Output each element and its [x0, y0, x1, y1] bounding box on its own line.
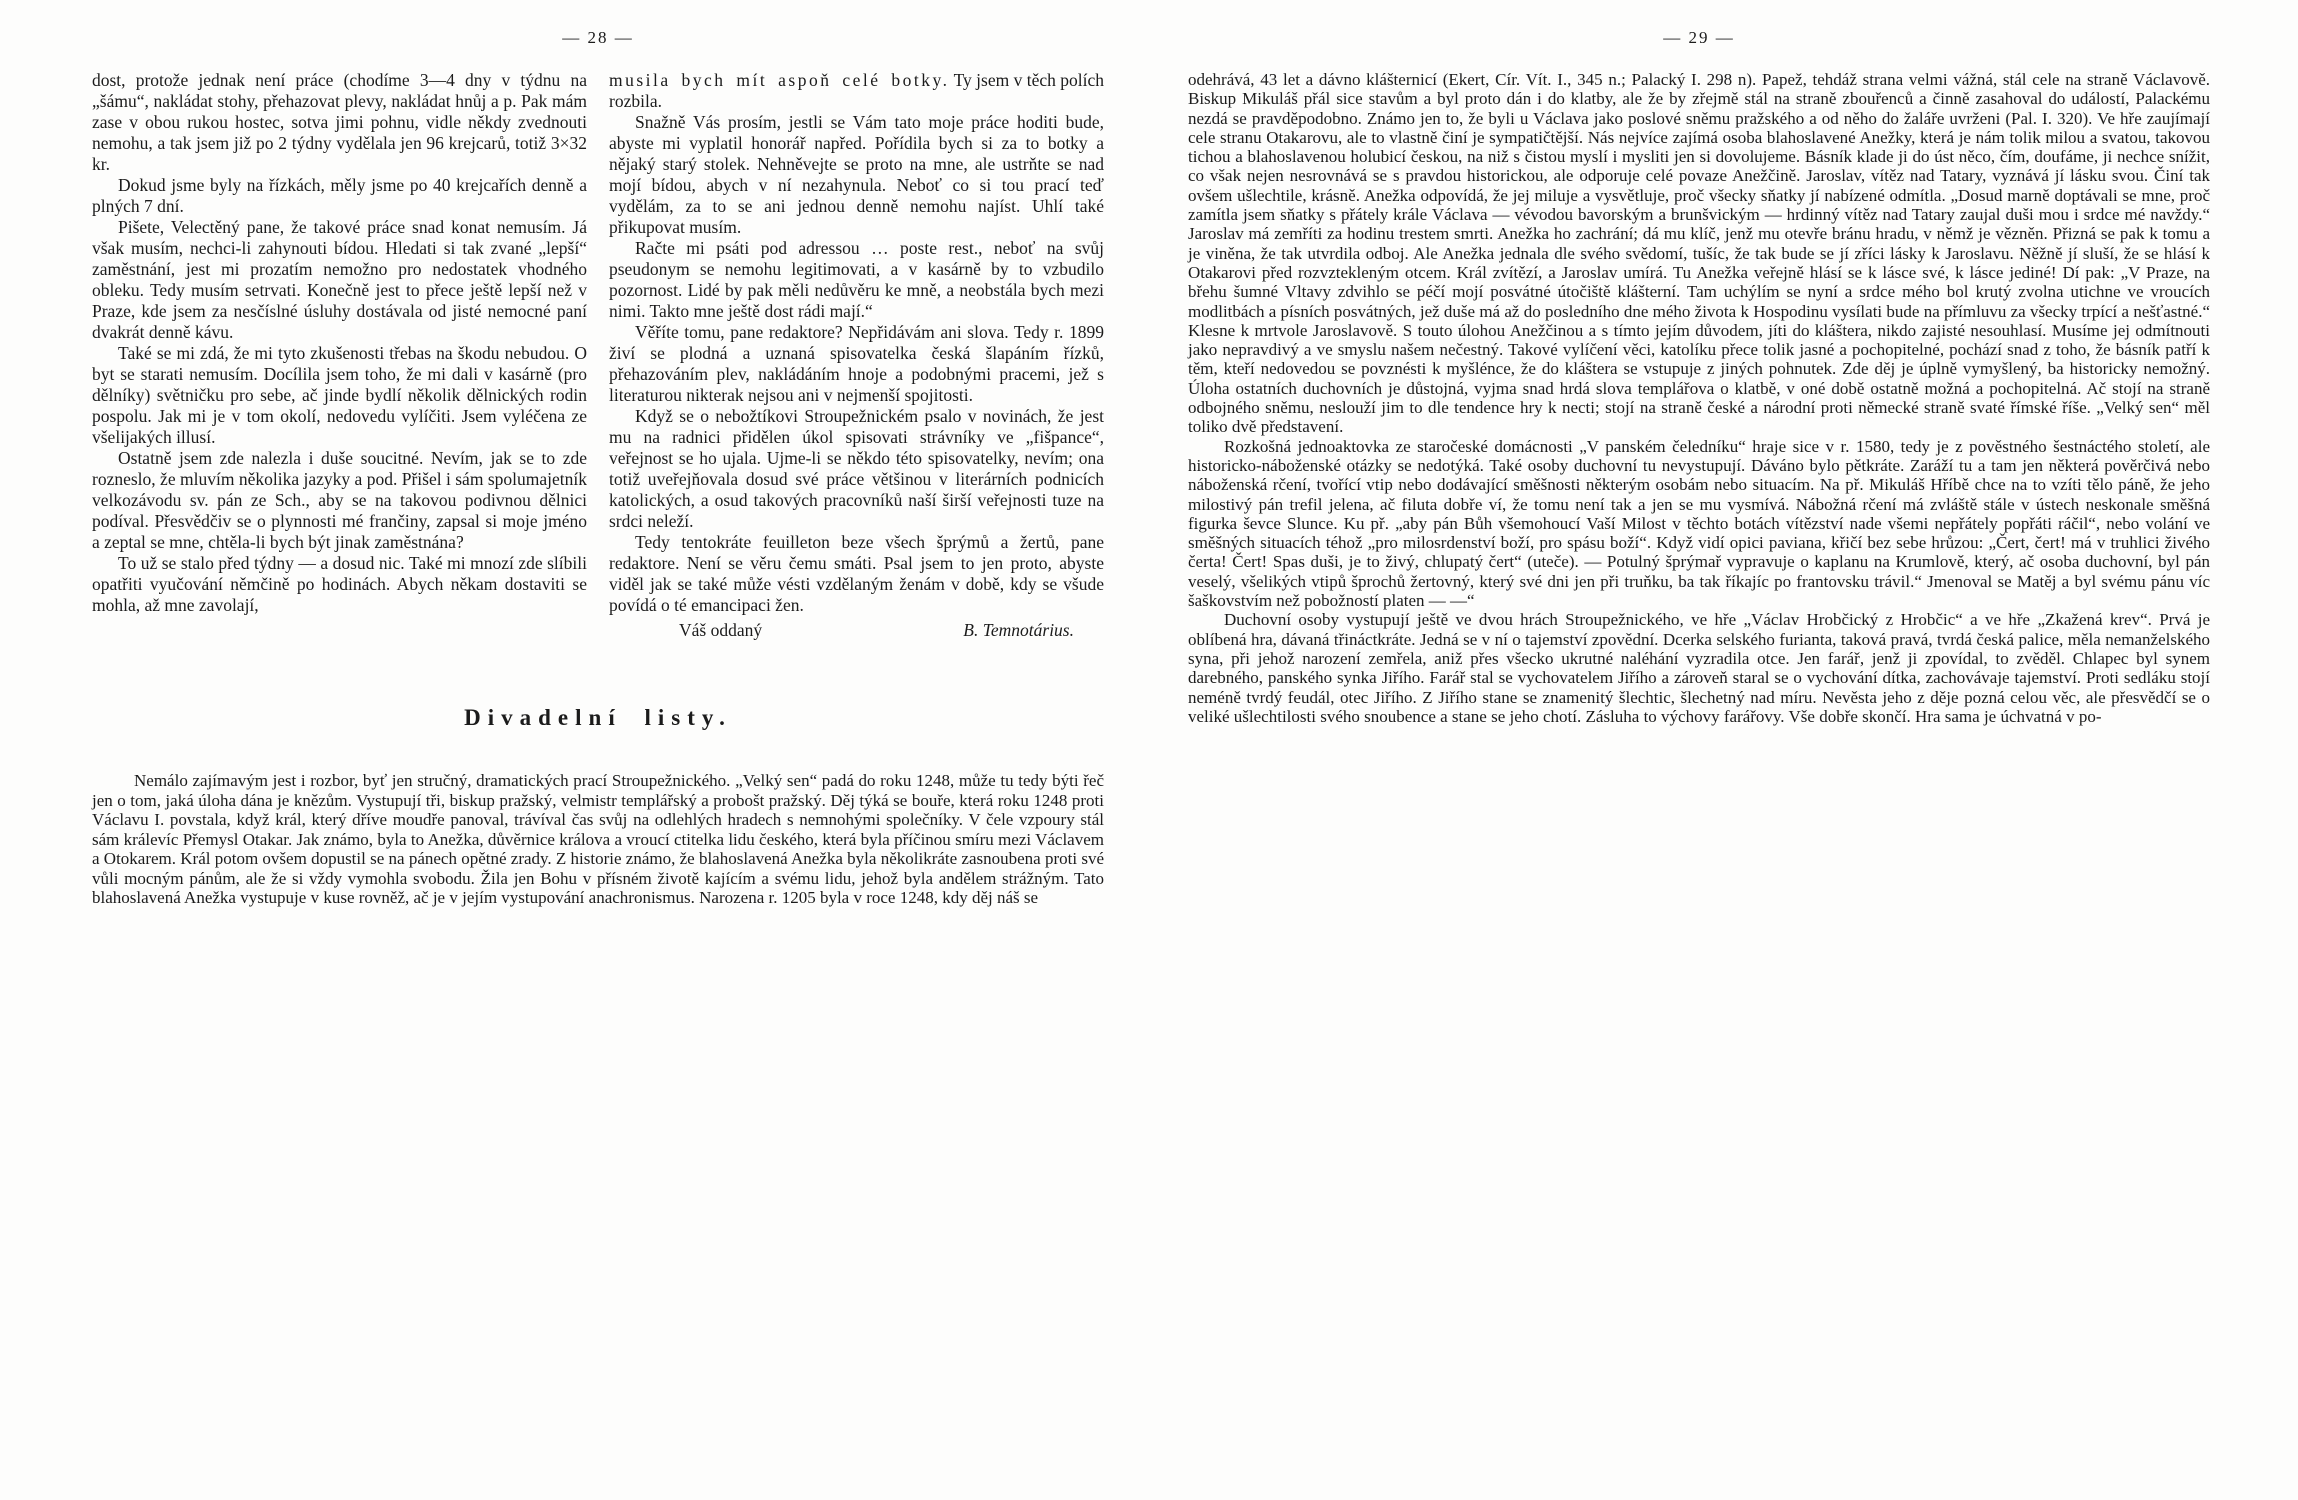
paragraph: Pišete, Velectěný pane, že takové práce snad konat nemusím. Já však musím, nechci-li zahynouti bídou. Hledati si tak zvané „lepší“ zaměstnání, jest mi prozatím nemožno pro nedostatek vhodného obleku. Tedy musím setrvati. Konečně jest to přece ještě lepší než v Praze, kde jsem za nesčíslné úsluhy dostávala od jisté nemocné paní dvakrát denně kávu.: [92, 217, 587, 342]
paragraph: Také se mi zdá, že mi tyto zkušenosti třebas na škodu nebudou. O byt se starati nemusím. Docílila jsem toho, že mi dali v kasárně (pro dělníky) světničku pro sebe, ač jinde bydlí několik dělnických rodin pospolu. Jak mi je v tom okolí, nedovedu vylíčiti. Jsem vyléčena ze všelijakých illusí.: [92, 343, 587, 447]
column-right: [609, 70, 1104, 641]
signature-closing: Váš oddaný: [679, 620, 763, 640]
paragraph: [609, 70, 1104, 112]
paragraph: Dokud jsme byly na řízkách, měly jsme po 40 krejcařích denně a plných 7 dní.: [92, 175, 587, 216]
section-heading: Divadelní listy.: [464, 705, 732, 730]
paragraph: Rozkošná jednoaktovka ze staročeské domácnosti „V panském čeledníku“ hraje sice v r. 1580, tedy je z pověstného šestnáctého století, ale historicko-náboženské otázky se nedotýká. Také osoby duchovní tu nevystupují. Dáváno bylo pětkráte. Zaráží tu a tam jen některá pověrčivá nebo náboženská rčení, tvořící vtip nebo dodávající směšnosti některým osobám nebo situacím. Na př. Mikuláš Hříbě chce na to vzíti tělo páně, že jeho milostivý pán trefil jelena, ač filuta dobře ví, že tomu není tak a jen se mu vysmívá. Nábožná rčení má zvláště stále v ústech neskonale směšná figurka ševce Slunce. Ku př. „aby pán Bůh všemohoucí Vaší Milost v těchto botách vítězství nade všemi nepřátely popřáti ráčil“, nebo volání ve směšných situacích téhož „pro milosrdenství boží, pro spásu boží“. Když vidí opici paviana, křičí bez sebe hrůzou: „Čert, čert! má v truhlici živého čerta! Čert! Spas duši, je to živý, chlupatý čert“ (uteče). — Potulný šprýmař vypravuje o kaplanu na Krumlově, který, ač osoba duchovní, byl pán veselý, všelikých vtipů šprochů žertovný, který své dni jen při truňku, ba tak říkajíc po frantovsku trávil.“ Jmenoval se Matěj a byl svému pánu víc šaškovstvím než pobožností platen — —“: [1188, 436, 2210, 611]
signature-name: B. Temnotárius.: [963, 620, 1074, 640]
paragraph: Ostatně jsem zde nalezla i duše soucitné. Nevím, jak se to zde rozneslo, že mluvím několika jazyky a pod. Přišel i sám spolumajetník velkozávodu sv. pán ze Sch., aby se na takovou podivnou dělnici podíval. Přesvědčiv se o plynnosti mé frančiny, zapsal si moje jméno a zeptal se mne, chtěla-li bych být jinak zaměstnána?: [92, 448, 587, 552]
letterspaced-text: musila bych mít aspoň celé botky.: [609, 70, 950, 90]
paragraph: odehrává, 43 let a dávno klášternicí (Ekert, Cír. Vít. I., 345 n.; Palacký I. 298 n). Papež, tehdáž strana velmi vážná, stál cele na straně Václavově. Biskup Mikuláš přál sice stavům a byl proto dán i do klatby, ale že by zřejmě stál na straně zbouřenců a činně zasahoval do událostí, Palackému nezdá se pravděpodobno. Známo jen to, že byli u Václava jako poslové sněmu pražského a od něho do žaláře uvrženi (Pal. I. 320). Ve hře zaujímají cele stranu Otakarovu, ale to vlastně činí je sympatičtější. Nás nejvíce zajímá osoba blahoslavené Anežky, která je nám tolik milou a svatou, takovou tichou a blahoslavenou holubicí českou, na niž s čistou myslí i mysliti jen si dovolujeme. Básník klade ji do úst něco, čím, doufáme, ji nechce snížit, co však nejen nesrovnává se s pravdou historickou, ale odporuje celé povaze Anežčině. Jaroslav, vítěz nad Tatary, vyznává jí lásku svou. Činí tak ovšem ušlechtile, krásně. Anežka odpovídá, že jej miluje a vysvětluje, proč všecky sňatky jí nabízené odmítla. „Dosud marně doptávali se mne, proč zamítla jsem sňatky s přátely krále Václava — vévodou bavorským a brunšvickým — hrdinný vítěz nad Tatary zaujal duši mou i srdce mé navždy.“ Jaroslav má zemříti za hodinu trestem smrti. Anežka ho zachrání; dá mu klíč, jenž mu otevře bránu hradu, v němž je vězněn. Přizná se pak k tomu a je viněna, že tak utvrdila odboj. Ale Anežka jednala dle svého svědomí, tušíc, že tak bude se jí zříci lásky k Jaroslavu. Něžně jí sluší, že se hlásí k Otakarovi před rozvztekleným otcem. Král zvítězí, a Jaroslav umírá. Tu Anežka veřejně hlásí se k lásce své, k lásce jediné! Dí pak: „V Praze, na břehu šumné Vltavy zdvihlo se péčí mojí posvátné útočiště klášterní. Tam uchýlím se nyní a srdce mého bol krutý zvolna utichne ve vroucích modlitbách a písních posvátných, jež duše má až do posledního dne mého života k Hospodinu vysílati bude na přímluvu za všecky trpící a nešťastné.“ Klesne k mrtvole Jaroslavově. S touto úlohou Anežčinou a s tímto jejím důvodem, jíti do kláštera, nikdo zajisté nesouhlasí. Musíme jej odmítnouti jako nepravdivý a ve smyslu našem nečestný. Takové vylíčení věci, katolíku přece tolik jasné a pochopitelné, pochází snad z toho, že básník patří k těm, kteří nedovedou se povznésti k myšlénce, že do kláštera se vstupuje z jiných pohnutek. Zde děj je úplně vymyšlený, ba historicky nemožný. Úloha ostatních duchovních je důstojná, vyjma snad hrdá slova templářova o klatbě, v oné době ostatně možná a pochopitelná. Ač stojí na straně odbojného sněmu, neslouží jim to dle tendence hry k necti; stojí na straně české a národní proti německé straně svaté římské říše. „Velký sen“ měl toliko dvě představení.: [1188, 70, 2210, 437]
paragraph: Nemálo zajímavým jest i rozbor, byť jen stručný, dramatických prací Stroupežnického. „Velký sen“ padá do roku 1248, může tu tedy býti řeč jen o tom, jaká úloha dána je knězům. Vystupují tři, biskup pražský, velmistr templářský a probošt pražský. Děj týká se bouře, která roku 1248 proti Václavu I. povstala, když král, který dříve moudře panoval, trávíval čas svůj na odlehlých hradech s nemnohými společníky. V čele vzpoury stál sám králevíc Přemysl Otakar. Jak známo, byla to Anežka, důvěrnice králova a vroucí ctitelka lidu českého, která byla příčinou smíru mezi Václavem a Otokarem. Král potom ovšem dopustil se na pánech opětné zrady. Z historie známo, že blahoslavená Anežka byla několikráte zasnoubena proti své vůli mocným pánům, ale že si vždy vymohla svobodu. Žila jen Bohu v přísném životě kajícím a svému lidu, jehož byla andělem strážným. Tato blahoslavená Anežka vystupuje v kuse rovněž, ač je v jejím vystupování anachronismus. Narozena r. 1205 byla v roce 1248, kdy děj náš se: [92, 771, 1104, 907]
paragraph: Račte mi psáti pod adressou … poste rest., neboť na svůj pseudonym se nemohu legitimovati, a v kasárně by to vzbudilo pozornost. Lidé by pak měli nedůvěru ke mně, a neobstála bych mezi nimi. Takto mne ještě dost rádi mají.“: [609, 238, 1104, 321]
page-number-left: — 28 —: [562, 28, 634, 47]
paragraph: To už se stalo před týdny — a dosud nic. Také mi mnozí zde slíbili opatřiti vyučování němčině po hodinách. Abych někam dostaviti se mohla, až mne zavolají,: [92, 553, 587, 615]
paragraph-text: Ty jsem v těch polích rozbila.: [609, 70, 1104, 111]
two-column-letter: [92, 70, 1104, 641]
paragraph: Když se o nebožtíkovi Stroupežnickém psalo v novinách, že jest mu na radnici přidělen úkol spisovati strávníky ve „fišpance“, veřejnost se ho ujala. Ujme-li se někdo této spisovatelky, nevím; ona totiž uveřejňovala dosud své práce většinou v literárních podnicích katolických, a osud takových pracovníků naší širší veřejnosti tuze na srdci neleží.: [609, 406, 1104, 531]
paragraph: dost, protože jednak není práce (chodíme 3—4 dny v týdnu na „šámu“, nakládat stohy, přehazovat plevy, nakládat hnůj a p. Pak mám zase v obou rukou hostec, sotva jimi pohnu, vidle někdy zvednouti nemohu, a tak jsem již po 2 týdny vydělala jen 96 krejcarů, totiž 3×32 kr.: [92, 70, 587, 174]
letter-signature: [609, 620, 1104, 641]
paragraph: Věříte tomu, pane redaktore? Nepřidávám ani slova. Tedy r. 1899 živí se plodná a uznaná spisovatelka česká šlapáním řízků, přehazováním plev, nakládáním hnoje a podobnými pracemi, jež s literaturou nikterak nejsou ani v nejmenší spojitosti.: [609, 322, 1104, 405]
paragraph: Snažně Vás prosím, jestli se Vám tato moje práce hoditi bude, abyste mi vyplatil honorář napřed. Pořídila bych si za to botky a nějaký starý stolek. Nehněvejte se proto na mne, ale ustrňte se nad mojí bídou, abych v ní nezahynula. Neboť co si tou prací teď vydělám, za to se ani jednou denně nemohu najíst. Uhlí také přikupovat musím.: [609, 112, 1104, 237]
page-number-right: — 29 —: [1663, 28, 1735, 47]
page-29: [1188, 28, 2210, 726]
paragraph: Duchovní osoby vystupují ještě ve dvou hrách Stroupežnického, ve hře „Václav Hrobčický z Hrobčic“ a ve hře „Zkažená krev“. Prvá je oblíbená hra, dávaná třináctkráte. Jedná se v ní o tajemství zpovědní. Dcerka selského furianta, taková pravá, tvrdá česká palice, měla nemanželského syna, při jehož narození zemřela, aniž přes všecko ukrutné naléhání vyzradila otce. Jen farář, jenž ji zpovídal, to zvěděl. Chlapec byl synem darebného, panského synka Jiřího. Farář stal se vychovatelem Jiřího a zároveň staral se o vychování dítka, zachovávaje tajemství. Proti sedláku stojí neméně tvrdý feudál, otec Jiřího. Z Jiřího stane se znamenitý šlechtic, šlechetný nad míru. Nevěsta jeho z děje pozná celou věc, ale přesvědčí se o veliké ušlechtilosti svého snoubence a stane se jeho chotí. Zásluha to výchovy farářovy. Vše dobře skončí. Hra sama je úchvatná v po-: [1188, 610, 2210, 726]
column-left: [92, 70, 587, 641]
page-28: [92, 28, 1104, 908]
paragraph: Tedy tentokráte feuilleton beze všech šprýmů a žertů, pane redaktore. Není se věru čemu smáti. Psal jsem to jen proto, abyste viděl jak se také může vésti vzdělaným ženám v době, kdy se všude povídá o té emancipaci žen.: [609, 532, 1104, 615]
